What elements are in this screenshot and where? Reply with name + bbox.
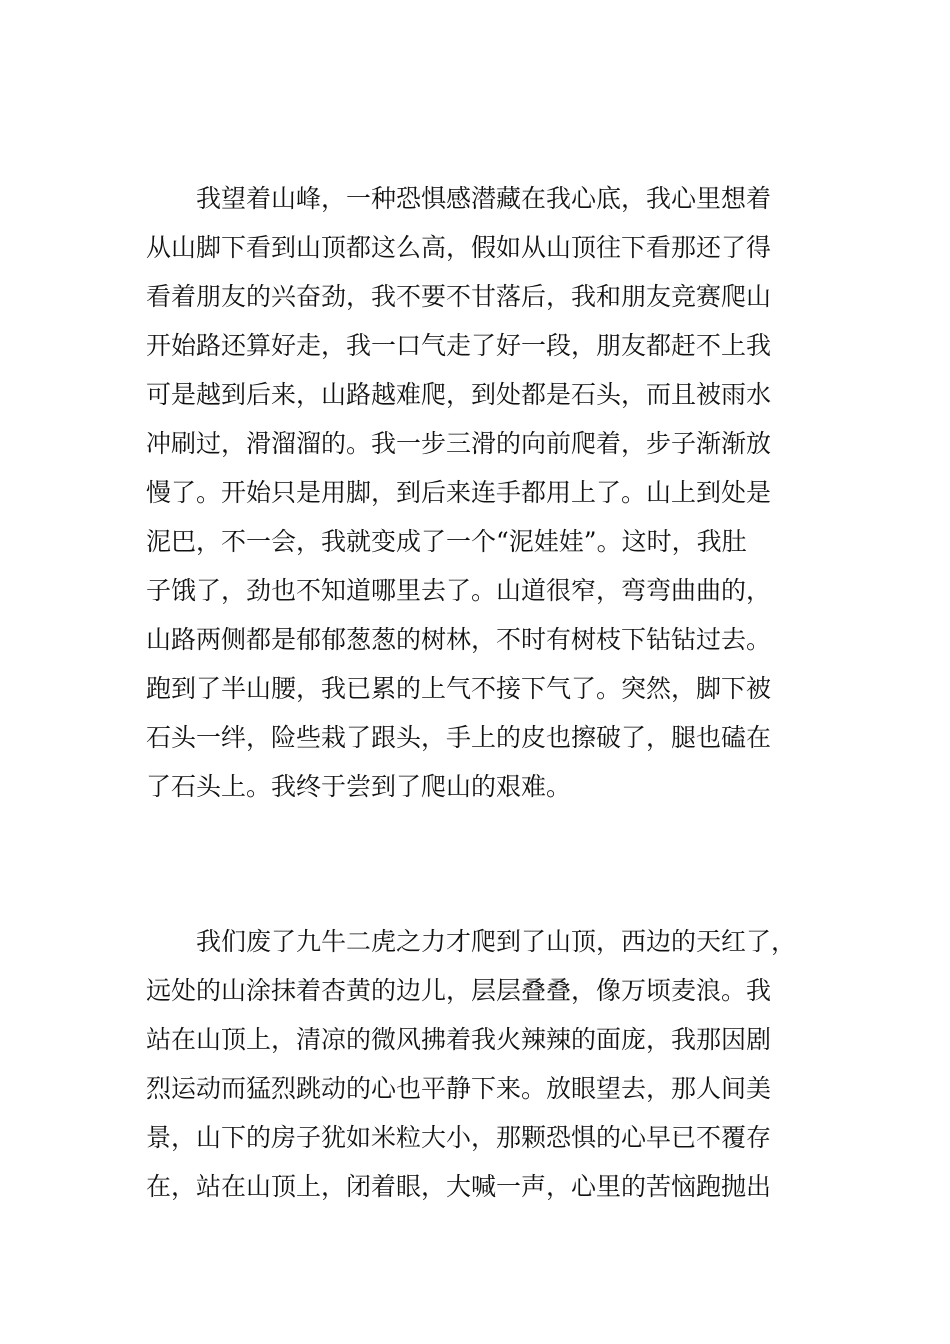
text-line: 慢了。开始只是用脚，到后来连手都用上了。山上到处是 [146, 478, 772, 507]
text-line: 石头一绊，险些栽了跟头，手上的皮也擦破了，腿也磕在 [146, 723, 772, 752]
text-line: 了石头上。我终于尝到了爬山的艰难。 [146, 772, 572, 801]
text-line: 远处的山涂抹着杏黄的边儿，层层叠叠，像万顷麦浪。我 [146, 976, 772, 1005]
text-line: 泥巴，不一会，我就变成了一个“泥娃娃”。这时，我肚 [146, 527, 747, 556]
text-line: 在，站在山顶上，闭着眼，大喊一声，心里的苦恼跑抛出 [146, 1172, 772, 1201]
text-line: 看着朋友的兴奋劲，我不要不甘落后，我和朋友竞赛爬山 [146, 282, 772, 311]
text-line: 我们废了九牛二虎之力才爬到了山顶，西边的天红了， [146, 927, 797, 956]
text-line: 山路两侧都是郁郁葱葱的树林，不时有树枝下钻钻过去。 [146, 625, 772, 654]
text-line: 站在山顶上，清凉的微风拂着我火辣辣的面庞，我那因剧 [146, 1025, 772, 1054]
text-line: 从山脚下看到山顶都这么高，假如从山顶往下看那还了得 [146, 233, 772, 262]
text-line: 可是越到后来，山路越难爬，到处都是石头，而且被雨水 [146, 380, 772, 409]
text-line: 开始路还算好走，我一口气走了好一段，朋友都赶不上我 [146, 331, 772, 360]
text-line: 烈运动而猛烈跳动的心也平静下来。放眼望去，那人间美 [146, 1074, 772, 1103]
text-line: 冲刷过，滑溜溜的。我一步三滑的向前爬着，步子渐渐放 [146, 429, 772, 458]
text-line: 跑到了半山腰，我已累的上气不接下气了。突然，脚下被 [146, 674, 772, 703]
text-line: 景，山下的房子犹如米粒大小，那颗恐惧的心早已不覆存 [146, 1123, 772, 1152]
text-line: 我望着山峰，一种恐惧感潜藏在我心底，我心里想着 [146, 184, 772, 213]
text-line: 子饿了，劲也不知道哪里去了。山道很窄，弯弯曲曲的， [146, 576, 772, 605]
paragraph-climbing [146, 174, 836, 811]
paragraph-summit [146, 917, 836, 1211]
